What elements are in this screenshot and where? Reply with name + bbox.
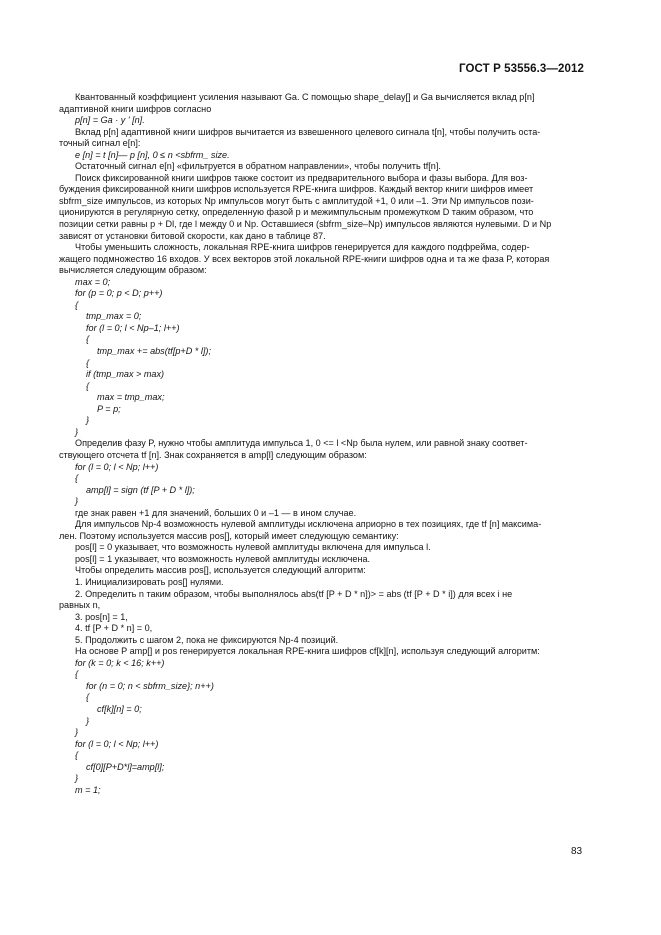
- code-line: tmp_max = 0;: [86, 311, 142, 322]
- code-line: p[n] = Ga · y ' [n].: [75, 115, 145, 126]
- document-header: ГОСТ Р 53556.3—2012: [459, 63, 584, 75]
- code-line: amp[l] = sign (tf [P + D * l]);: [86, 484, 195, 495]
- text-line: Квантованный коэффициент усиления называют Ga. С помощью shape_delay[] и Ga вычисляется вклад p[n]: [75, 92, 535, 102]
- code-line: }: [75, 727, 79, 738]
- text-line: 2. Определить n таким образом, чтобы выполнялось abs(tf [P + D * n])> = abs (tf [P + D * i]) для всех i не: [75, 588, 513, 599]
- code-line: max = 0;: [75, 276, 111, 287]
- text-line: pos[l] = 1 указывает, что возможность нулевой амплитуды исключена.: [75, 553, 371, 564]
- text-line: На основе P amp[] и pos генерируется локальная RPE-книга шифров cf[k][n], используя следующий алгоритм:: [75, 646, 540, 657]
- text-line: Поиск фиксированной книги шифров также состоит из предварительного выбора и фазы выбора. Для воз-: [75, 172, 528, 183]
- text-line: позиции сетки равны p + Dl, где l между 0 и Np. Оставшиеся (sbfrm_size–Np) импульсов являются нулевыми. D и Np: [59, 219, 552, 230]
- code-line: {: [75, 299, 79, 310]
- code-line: for (k = 0; k < 16; k++): [75, 657, 165, 668]
- text-line: Определив фазу P, нужно чтобы амплитуда импульса 1, 0 <= l <Np была нулем, или равной знаку соответ-: [75, 438, 528, 449]
- text-line: 5. Продолжить с шагом 2, пока не фиксируются Np-4 позиций.: [75, 634, 339, 645]
- text-line: точный сигнал e[n]:: [59, 138, 141, 149]
- code-line: }: [86, 415, 90, 426]
- text-line: где знак равен +1 для значений, больших 0 и –1 — в ином случае.: [75, 507, 357, 518]
- code-line: {: [86, 357, 90, 368]
- code-line: m = 1;: [75, 784, 101, 795]
- text-line: ционируются в регулярную сетку, определенную фазой p и межимпульсным промежутком D таким образом, что: [59, 207, 534, 218]
- code-line: {: [75, 669, 79, 680]
- text-line: ствующего отсчета tf [n]. Знак сохраняется в amp[l] следующим образом:: [59, 449, 367, 460]
- text-line: равных n,: [59, 600, 101, 611]
- code-line: }: [75, 773, 79, 784]
- code-line: e [n] = t [n]— p [n], 0 ≤ n <sbfrm_ size.: [75, 149, 230, 160]
- text-line: Вклад p[n] адаптивной книги шифров вычитается из взвешенного целевого сигнала t[n], чтобы получить оста-: [75, 126, 541, 137]
- text-line: Чтобы определить массив pos[], используется следующий алгоритм:: [75, 565, 366, 576]
- text-line: Остаточный сигнал e[n] «фильтруется в обратном направлении», чтобы получить tf[n].: [75, 161, 441, 172]
- code-line: cf[k][n] = 0;: [97, 703, 142, 714]
- code-line: if (tmp_max > max): [86, 369, 165, 380]
- text-line: вычисляется следующим образом:: [59, 265, 207, 276]
- code-line: for (l = 0; l < Np–1; l++): [86, 322, 180, 333]
- text-line: 3. pos[n] = 1,: [75, 611, 128, 622]
- code-line: tmp_max += abs(tf[p+D * l]);: [97, 346, 211, 357]
- text-line: pos[l] = 0 указывает, что возможность нулевой амплитуды включена для импульса l.: [75, 542, 431, 553]
- code-line: {: [75, 473, 79, 484]
- code-line: for (l = 0; l < Np; l++): [75, 461, 159, 472]
- code-line: max = tmp_max;: [97, 392, 165, 403]
- code-line: {: [86, 334, 90, 345]
- text-line: 1. Инициализировать pos[] нулями.: [75, 576, 224, 587]
- code-line: }: [86, 715, 90, 726]
- text-line: Чтобы уменьшить сложность, локальная RPE-книга шифров генерируется для каждого подфрейма, содер-: [75, 242, 530, 253]
- code-line: }: [75, 496, 79, 507]
- text-line: лен. Поэтому используется массив pos[], который имеет следующую семантику:: [59, 530, 399, 541]
- text-line: 4. tf [P + D * n] = 0,: [75, 623, 153, 634]
- text-line: адаптивной книги шифров согласно: [59, 103, 212, 114]
- code-line: cf[0][P+D*l]=amp[l];: [86, 761, 165, 772]
- text-line: sbfrm_size импульсов, из которых Np импульсов могут быть с амплитудой +1, 0 или –1. Эти Np импульсов пози-: [59, 195, 534, 206]
- document-body: [59, 92, 583, 796]
- code-line: P = p;: [97, 403, 121, 414]
- text-line: зависят от установки битовой скорости, как дано в таблице 87.: [59, 230, 326, 241]
- code-line: }: [75, 426, 79, 437]
- code-line: {: [86, 692, 90, 703]
- text-line: буждения фиксированной книги шифров используется RPE-книга шифров. Каждый вектор книги шифров имеет: [59, 184, 534, 195]
- code-line: {: [75, 750, 79, 761]
- code-line: for (p = 0; p < D; p++): [75, 288, 163, 299]
- text-line: Для импульсов Np-4 возможность нулевой амплитуды исключена априорно в тех позициях, где tf [n] максима-: [75, 519, 542, 530]
- code-line: {: [86, 380, 90, 391]
- text-line: жащего подмножество 16 входов. У всех векторов этой локальной RPE-книги шифров одна и та же фаза P, которая: [59, 253, 550, 264]
- page-number: 83: [571, 846, 583, 857]
- code-line: for (n = 0; n < sbfrm_size}; n++): [86, 680, 214, 691]
- code-line: for (l = 0; l < Np; l++): [75, 738, 159, 749]
